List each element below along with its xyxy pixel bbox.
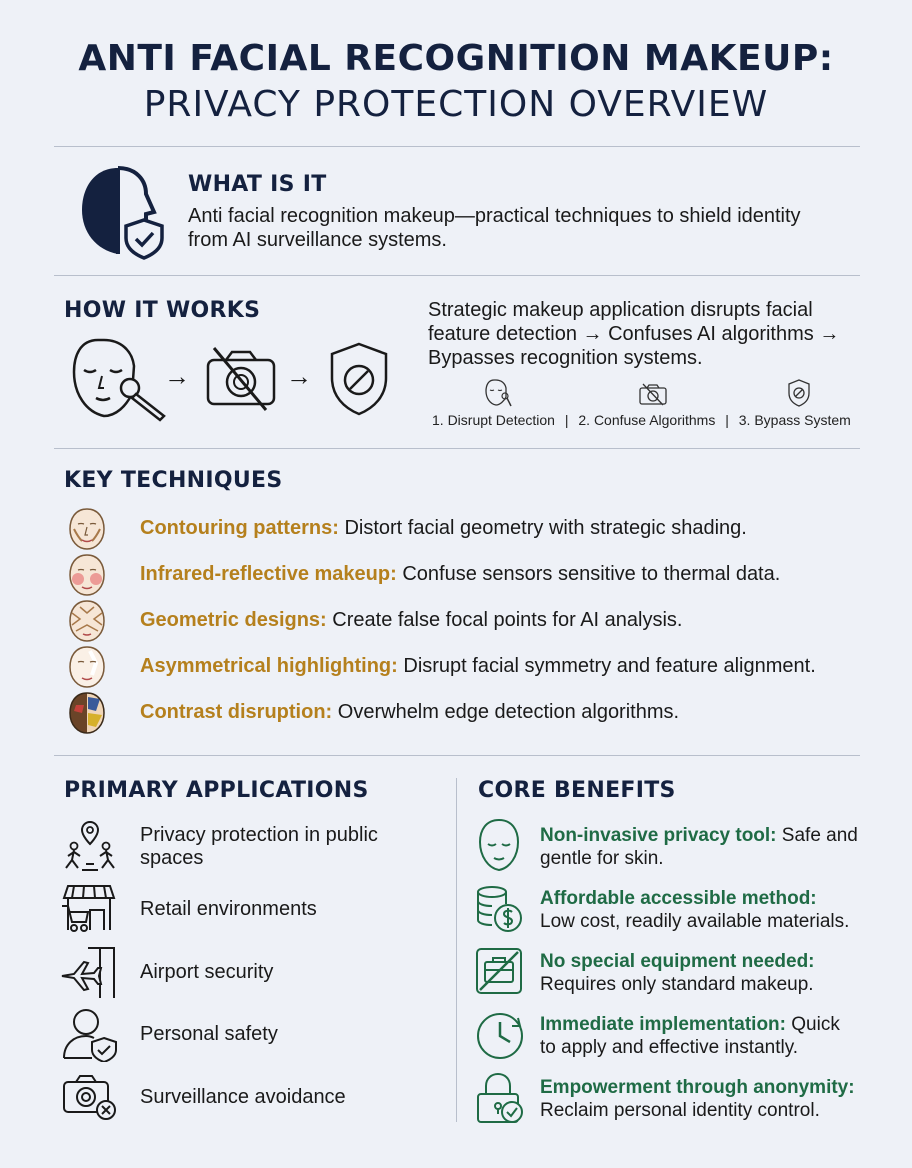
person-shield-icon [62,1006,118,1062]
benefit-line2: Reclaim personal identity control. [540,1100,820,1121]
benefit-item [540,1076,870,1099]
technique-title: Asymmetrical highlighting: [140,655,398,677]
benefit-line2: to apply and effective instantly. [540,1037,799,1058]
technique-title: Infrared-reflective makeup: [140,563,397,585]
benefit-title: Affordable accessible method: [540,888,817,909]
benefit-line2: gentle for skin. [540,848,664,869]
benefits-heading: CORE BENEFITS [478,778,676,803]
benefit-title: Empowerment through anonymity: [540,1077,855,1098]
arrow: → [164,361,190,391]
applications-heading: PRIMARY APPLICATIONS [64,778,369,803]
divider [54,755,860,756]
technique-desc: Distort facial geometry with strategic shading. [344,517,747,539]
benefit-title: No special equipment needed: [540,951,815,972]
technique-title: Contrast disruption: [140,701,333,723]
application-line1: Personal safety [140,1023,278,1045]
technique-desc: Create false focal points for AI analysis. [332,609,683,631]
face-brush-icon [68,336,172,422]
public-space-icon [62,820,118,872]
geometric-face-icon [66,599,108,643]
step-separator: | [725,412,729,428]
contour-face-icon [66,507,108,551]
camera-blocked-icon [638,382,668,406]
airport-icon [60,946,118,1000]
store-cart-icon [60,882,118,936]
what-text-line1: Anti facial recognition makeup—practical techniques to shield identity [188,205,801,227]
benefit-line2: Low cost, readily available materials. [540,911,850,932]
no-equipment-icon [474,946,524,996]
divider [54,146,860,147]
application-line2: spaces [140,847,204,869]
highlight-face-icon [66,645,108,689]
what-text-line2: from AI surveillance systems. [188,229,447,251]
application-line1: Airport security [140,961,274,983]
application-line1: Privacy protection in public [140,824,378,846]
blush-face-icon [66,553,108,597]
benefit-line2: Requires only standard makeup. [540,974,814,995]
step-2-label: 2. Confuse Algorithms [578,412,716,428]
benefit-item [540,950,870,973]
benefit-item [540,887,870,910]
shield-block-icon [326,340,392,418]
benefit-item [540,1013,870,1036]
face-shield-icon [74,162,164,260]
color-block-face-icon [66,691,108,735]
clock-icon [474,1010,526,1062]
face-brush-icon [484,378,512,408]
application-line1: Surveillance avoidance [140,1086,346,1108]
calm-face-icon [474,818,524,874]
what-heading: WHAT IS IT [188,172,327,197]
step-separator: | [564,412,569,428]
how-heading: HOW IT WORKS [64,298,261,323]
technique-title: Geometric designs: [140,609,327,631]
benefit-title: Non-invasive privacy tool: [540,825,777,846]
column-divider [456,778,457,1122]
technique-desc: Confuse sensors sensitive to thermal data. [402,563,781,585]
shield-block-icon [786,378,812,408]
step-3-label: 3. Bypass System [738,412,851,428]
how-text-line2: feature detection → Confuses AI algorithms → [428,323,840,345]
technique-desc: Disrupt facial symmetry and feature alignment. [403,655,816,677]
technique-title: Contouring patterns: [140,517,339,539]
how-steps [432,412,851,428]
techniques-heading: KEY TECHNIQUES [64,468,283,493]
application-line1: Retail environments [140,898,317,920]
divider [54,275,860,276]
benefit-item [540,824,870,847]
arrow: → [286,361,312,391]
benefit-title: Immediate implementation: [540,1014,786,1035]
page-title-line1: ANTI FACIAL RECOGNITION MAKEUP: [78,38,834,79]
camera-x-icon [62,1072,118,1120]
coins-icon [474,884,524,934]
lock-check-icon [474,1072,524,1124]
camera-blocked-icon [204,344,278,414]
step-1-label: 1. Disrupt Detection [432,412,555,428]
benefit-rest: Quick [791,1014,840,1035]
divider [54,448,860,449]
benefit-rest: Safe and [781,825,858,846]
page-title-line2: PRIVACY PROTECTION OVERVIEW [143,84,769,125]
technique-desc: Overwhelm edge detection algorithms. [337,701,680,723]
how-text-line1: Strategic makeup application disrupts facial [428,299,813,321]
how-text-line3: Bypasses recognition systems. [428,347,703,369]
